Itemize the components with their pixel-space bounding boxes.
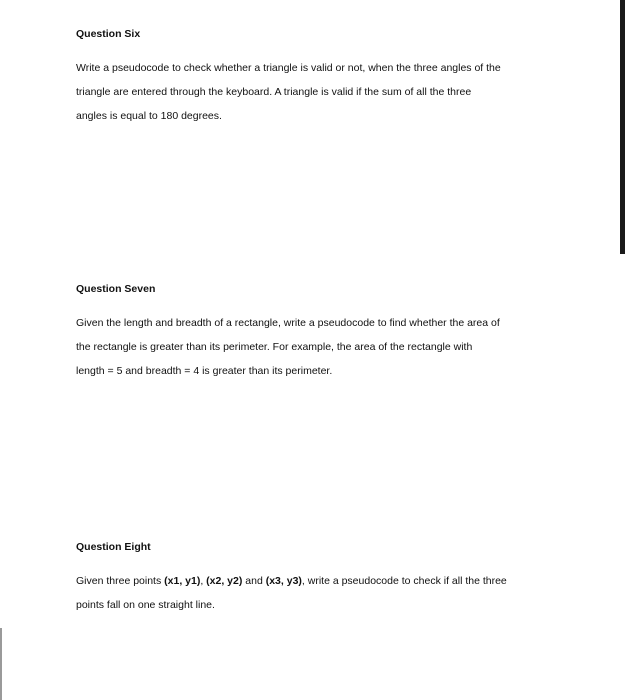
- question-title: Question Six: [76, 28, 141, 40]
- line-text: Given three points: [76, 575, 165, 587]
- question-line: Write a pseudocode to check whether a triangle is valid or not, when the three angles of the: [76, 62, 501, 74]
- question-title: Question Seven: [76, 283, 156, 295]
- question-line: the rectangle is greater than its perimeter. For example, the area of the rectangle with: [76, 341, 473, 353]
- question-body: [76, 311, 576, 383]
- question-seven-section: [76, 282, 576, 383]
- question-eight-section: [76, 540, 576, 617]
- line-text: and: [242, 575, 266, 587]
- question-body: [76, 569, 576, 617]
- question-body: [76, 56, 576, 128]
- point-1: (x1, y1): [164, 575, 201, 587]
- line-text: , write a pseudocode to check if all the three: [301, 575, 507, 587]
- question-title: Question Eight: [76, 541, 151, 553]
- question-line: Given the length and breadth of a rectangle, write a pseudocode to find whether the area of: [76, 317, 500, 329]
- point-2: (x2, y2): [206, 575, 243, 587]
- question-line: [76, 569, 576, 593]
- page-edge-shadow-left: [0, 628, 2, 700]
- question-line: triangle are entered through the keyboard. A triangle is valid if the sum of all the three: [76, 86, 472, 98]
- question-line: length = 5 and breadth = 4 is greater than its perimeter.: [76, 365, 333, 377]
- question-line: points fall on one straight line.: [76, 599, 215, 611]
- point-3: (x3, y3): [265, 575, 302, 587]
- question-six-section: [76, 27, 576, 128]
- page-edge-shadow: [620, 0, 625, 254]
- line-text: ,: [200, 575, 207, 587]
- question-line: angles is equal to 180 degrees.: [76, 110, 222, 122]
